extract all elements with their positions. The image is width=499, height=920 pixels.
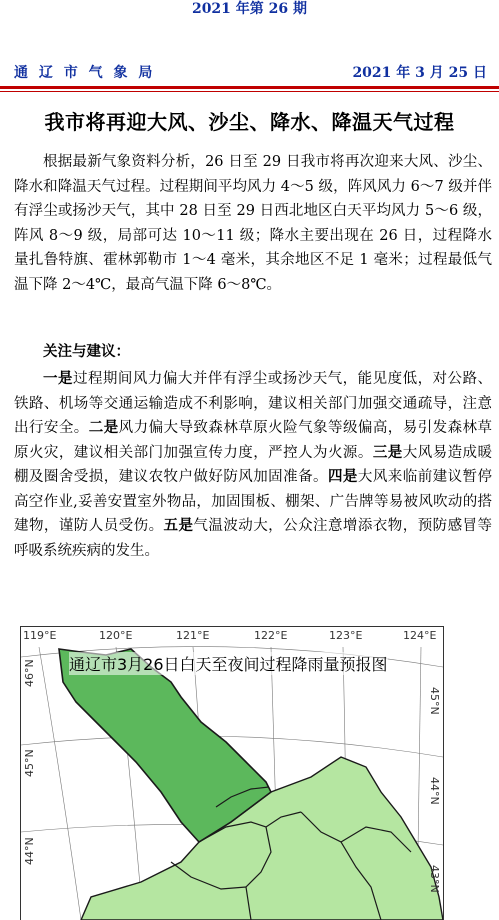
advice-lead: 一是 <box>43 370 73 387</box>
lon-label: 121°E <box>176 629 210 642</box>
masthead <box>14 62 487 82</box>
issue-number: 2021 年第 26 期 <box>191 1 308 17</box>
advice-text: 大风易造成暖棚及圈舍受损，建议农牧户做好防风加固准备。 <box>14 444 493 485</box>
region-dark-green <box>59 649 271 842</box>
advice-lead: 二是 <box>88 419 119 436</box>
paragraph-forecast: 根据最新气象资料分析，26 日至 29 日我市将再次迎来大风、沙尘、降水和降温天气过程。过程期间平均风力 4～5 级，阵风风力 6～7 级并伴有浮尘或扬沙天气，其中 28 日至 29 日西北地区白天平均风力 5～6 级，阵风 8～9 级，局部可达 10～11 级；降水主要出现在 26 日，过程降水量扎鲁特旗、霍林郭勒市 1～4 毫米，其余地区不足 1 毫米；过程最低气温下降 2～4℃，最高气温下降 6～8℃。 <box>14 154 492 293</box>
advice-text: 气温波动大，公众注意增添衣物，预防感冒等呼吸系统疾病的发生。 <box>14 518 493 559</box>
advice-text: 风力偏大导致森林草原火险气象等级偏高，易引发森林草原火灾，建议相关部门加强宣传力度，严控人为火源。 <box>14 420 493 461</box>
lat-label-left: 45°N <box>23 749 36 777</box>
header-rule-thick <box>0 86 499 89</box>
advice-lead: 三是 <box>372 443 403 461</box>
precipitation-forecast-map <box>20 626 444 920</box>
advice-heading: 关注与建议： <box>43 343 130 360</box>
advice-text: 过程期间风力偏大并伴有浮尘或扬沙天气，能见度低，对公路、铁路、机场等交通运输造成不利影响，建议相关部门加强交通疏导，注意出行安全。 <box>14 371 493 436</box>
lon-label: 119°E <box>23 629 57 642</box>
lat-label-left: 46°N <box>23 659 36 687</box>
lat-label-right: 43°N <box>428 865 441 893</box>
lon-label: 124°E <box>403 629 437 642</box>
lon-label: 123°E <box>329 629 363 642</box>
lon-label: 122°E <box>254 629 288 642</box>
lon-label: 120°E <box>99 629 133 642</box>
article-title: 我市将再迎大风、沙尘、降水、降温天气过程 <box>44 110 455 134</box>
publish-date: 2021 年 3 月 25 日 <box>352 65 487 81</box>
map-title: 通辽市3月26日白天至夜间过程降雨量预报图 <box>69 652 388 675</box>
header-rule-thin <box>0 91 499 92</box>
paragraph-advice <box>14 367 492 563</box>
lat-label-left: 44°N <box>23 837 36 865</box>
lat-label-right: 45°N <box>428 687 441 715</box>
advice-text: 大风来临前建议暂停高空作业,妥善安置室外物品，加固围板、棚架、广告牌等易被风吹动的搭建物，谨防人员受伤。 <box>14 469 493 534</box>
organization-name: 通 辽 市 气 象 局 <box>14 65 156 81</box>
advice-lead: 四是 <box>327 468 358 485</box>
lat-label-right: 44°N <box>428 777 441 805</box>
advice-lead: 五是 <box>163 517 194 534</box>
